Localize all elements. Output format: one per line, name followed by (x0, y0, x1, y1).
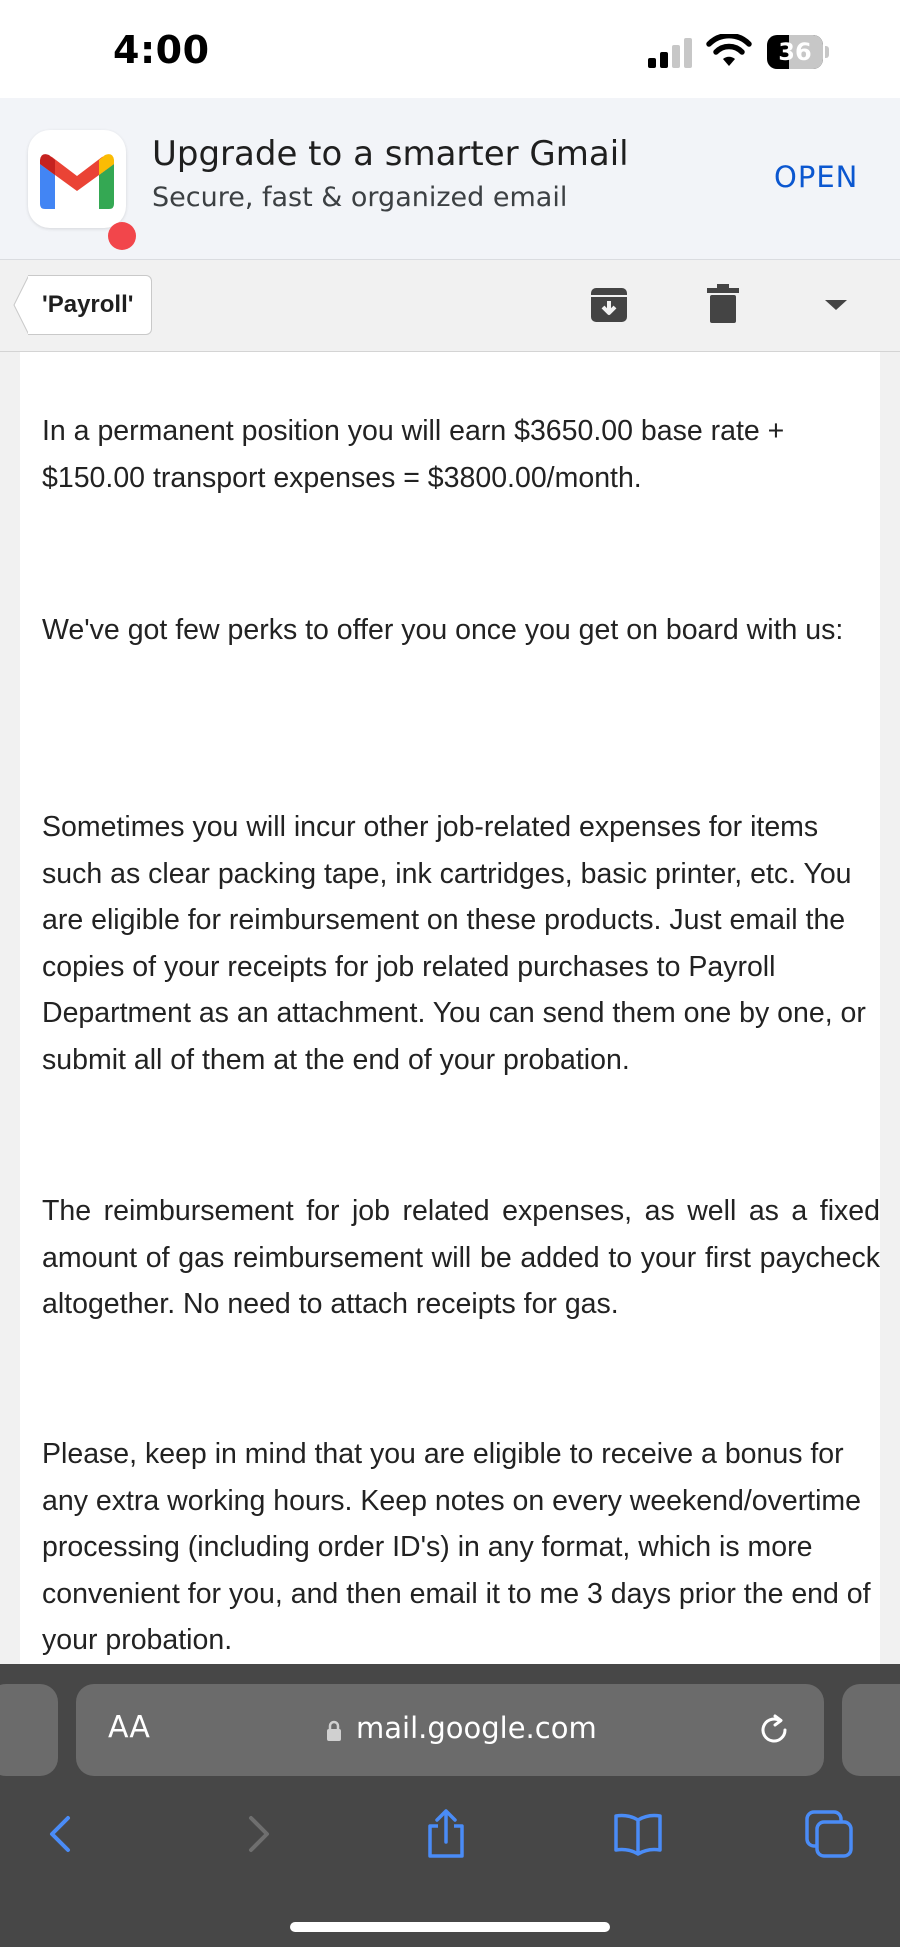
trash-icon[interactable] (699, 280, 747, 328)
gmail-logo-icon (28, 130, 126, 228)
gmail-upgrade-banner[interactable] (0, 98, 900, 260)
email-paragraph: We've got few perks to offer you once you get on board with us: (42, 614, 844, 646)
wifi-icon (706, 34, 752, 68)
email-paragraph: The reimbursement for job related expenses, as well as a fixed amount of gas reimbursement will be added to your first paycheck altogether. No need to attach receipts for gas. (42, 1195, 880, 1320)
dropdown-icon[interactable] (812, 280, 860, 328)
lock-icon (326, 1720, 342, 1742)
battery-icon (767, 35, 829, 69)
archive-icon[interactable] (585, 280, 633, 328)
home-indicator[interactable] (290, 1922, 610, 1932)
back-label-arrow (13, 275, 29, 335)
back-icon[interactable] (35, 1808, 87, 1860)
browser-address-bar (0, 1664, 900, 1784)
email-paragraph: Sometimes you will incur other job-related expenses for items such as clear packing tape, ink cartridges, basic printer, etc. You are eligible for reimbursement on these products. Just email the copies of your receipts for job related purchases to Payroll Department as an attachment. You can send them one by one, or submit all of them at the end of your probation. (42, 811, 866, 1076)
content-gutter-left (0, 352, 20, 1664)
back-to-label-button[interactable]: 'Payroll' (28, 275, 152, 335)
content-gutter-right (880, 352, 900, 1664)
email-body (20, 352, 880, 1664)
banner-subtitle: Secure, fast & organized email (152, 182, 568, 213)
text-size-label: AA (108, 1710, 150, 1745)
open-app-button[interactable]: OPEN (774, 160, 859, 194)
reload-icon[interactable] (756, 1712, 792, 1748)
browser-nav-bar (0, 1784, 900, 1947)
battery-level: 36 (778, 38, 812, 66)
mail-toolbar (0, 260, 900, 352)
tabs-icon[interactable] (803, 1808, 855, 1860)
url-text: mail.google.com (356, 1711, 597, 1745)
forward-icon[interactable] (232, 1808, 284, 1860)
previous-tab-preview[interactable] (0, 1684, 58, 1776)
status-bar (0, 0, 900, 98)
email-paragraph: Please, keep in mind that you are eligible to receive a bonus for any extra working hours. Keep notes on every weekend/overtime processing (including order ID's) in any format, which is more convenient for you, and then email it to me 3 days prior the end of your probation. (42, 1438, 871, 1656)
share-icon[interactable] (420, 1808, 472, 1860)
status-time: 4:00 (113, 28, 210, 72)
bookmarks-icon[interactable] (612, 1808, 664, 1860)
banner-title: Upgrade to a smarter Gmail (152, 134, 629, 174)
email-paragraph: In a permanent position you will earn $3650.00 base rate + $150.00 transport expenses = $3800.00/month. (42, 415, 785, 494)
text-size-button[interactable] (108, 1710, 150, 1745)
next-tab-preview[interactable] (842, 1684, 900, 1776)
url-field[interactable] (76, 1684, 824, 1776)
notification-badge (108, 222, 136, 250)
signal-icon (648, 38, 694, 68)
